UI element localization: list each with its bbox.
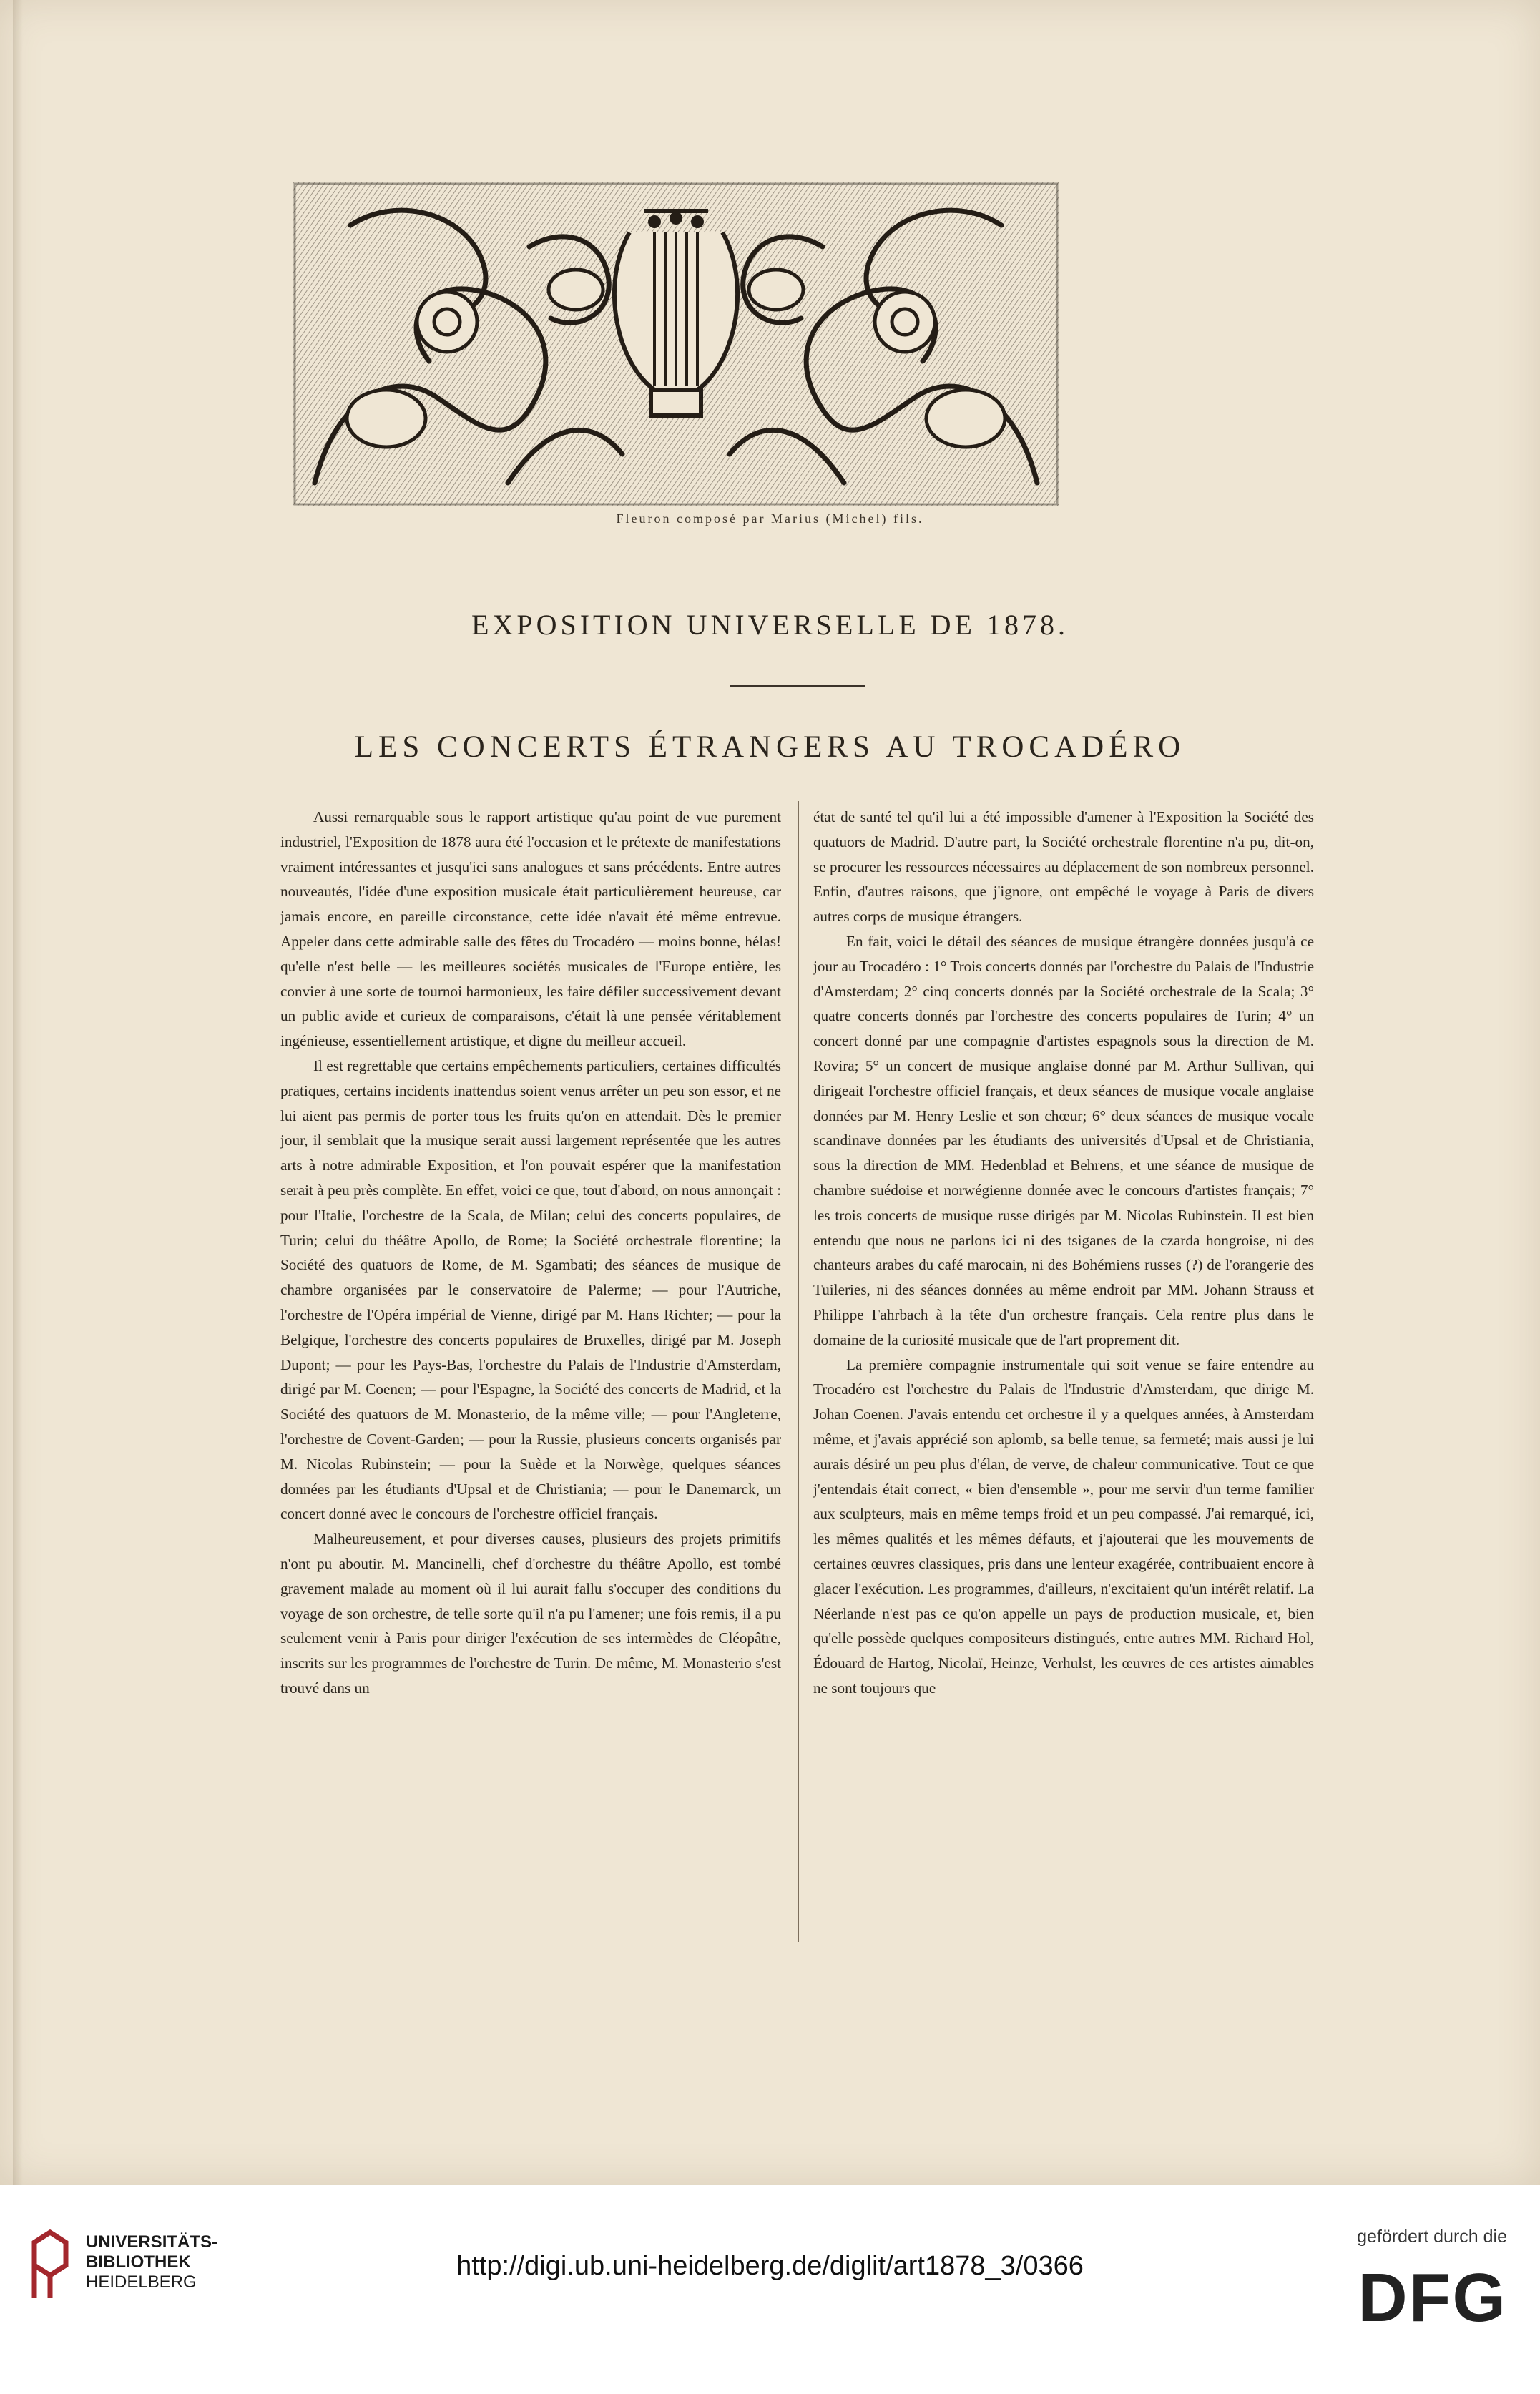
article-subtitle: LES CONCERTS ÉTRANGERS AU TROCADÉRO (354, 730, 1186, 764)
paragraph: Malheureusement, et pour diverses causes, plusieurs des projets primitifs n'ont pu aboutir. M. Mancinelli, chef d'orchestre du théâtre Apollo, est tombé gravement malade au moment où il lui aurait fallu s'occuper des conditions du voyage de son orchestre, de telle sorte qu'il n'a pu l'amener; une fois remis, il a pu seulement venir à Paris pour diriger l'exécution de ses intermèdes de Cléopâtre, inscrits sur les programmes de l'orchestre de Turin. De même, M. Monasterio s'est trouvé dans un (280, 1530, 781, 1697)
page-url-link[interactable]: http://digi.ub.uni-heidelberg.de/diglit/art1878_3/0366 (456, 2251, 1084, 2281)
title-divider-rule (730, 685, 865, 687)
dfg-logo: DFG (1358, 2260, 1507, 2336)
library-name-line: BIBLIOTHEK (86, 2252, 191, 2272)
paragraph: Il est regrettable que certains empêchements particuliers, certaines difficultés pratiques, certains incidents inattendus soient venus arrêter un peu son essor, et ne lui aient pas permis de porter tous les fruits qu'on en attendait. Dès le premier jour, il semblait que la musique serait aussi largement représentée que les autres arts à notre admirable Exposition, et l'on pouvait espérer que la manifestation serait à peu près complète. En effet, voici ce que, tout d'abord, on nous annonçait : pour l'Italie, l'orchestre de la Scala, de Milan; celui des concerts populaires, de Turin; celui du théâtre Apollo, de Rome; la Société orchestrale florentine; la Société des quatuors de Rome, de M. Sgambati; des séances de musique de chambre organisées par le conservatoire de Palerme; — pour l'Autriche, l'orchestre de l'Opéra impérial de Vienne, dirigé par M. Hans Richter; — pour la Belgique, l'orchestre des concerts populaires de Bruxelles, dirigé par M. Joseph Dupont; — pour les Pays-Bas, l'orchestre du Palais de l'Industrie d'Amsterdam, dirigé par M. Coenen; — pour l'Espagne, la Société des concerts de Madrid, et la Société des quatuors de M. Monasterio, de la même ville; — pour l'Angleterre, l'orchestre de Covent-Garden; — pour la Russie, plusieurs concerts organisés par M. Nicolas Rubinstein; — pour la Suède et la Norwège, quelques séances données par les étudiants d'Upsal et de Christiania; — pour le Danemarck, un concert donné avec le concours de l'orchestre officiel français. (280, 1056, 781, 1523)
paragraph: état de santé tel qu'il lui a été impossible d'amener à l'Exposition la Société des quatuors de Madrid. D'autre part, la Société orchestrale florentine n'a pu, dit-on, se procurer les ressources nécessaires au déplacement de son nombreux personnel. Enfin, d'autres raisons, que j'ignore, ont empêché le voyage à Paris de divers autres corps de musique étrangers. (813, 808, 1314, 926)
viewer-footer (0, 2185, 1540, 2394)
text-column-right (813, 805, 1314, 1701)
fleuron-ornament (293, 182, 1059, 506)
fleuron-ornament-graphic (293, 182, 1059, 506)
funded-by-label: gefördert durch die (1357, 2227, 1507, 2247)
library-name-line: UNIVERSITÄTS- (86, 2232, 218, 2252)
paragraph: En fait, voici le détail des séances de musique étrangère données jusqu'à ce jour au Trocadéro : 1° Trois concerts donnés par l'orchestre du Palais de l'Industrie d'Amsterdam; 2° cinq concerts donnés par la Société orchestrale de la Scala; 3° quatre concerts donnés par l'orchestre des concerts populaires de Turin; 4° un concert donné par une compagnie d'artistes espagnols sous la direction de M. Rovira; 5° un concert de musique anglaise donné par M. Arthur Sullivan, qui dirigeait l'orchestre officiel français, et deux séances de musique vocale anglaise données par M. Henry Leslie et son chœur; 6° deux séances de musique vocale scandinave données par les étudiants des universités d'Upsal et de Christiania, sous la direction de MM. Hedenblad et Behrens, et une séance de musique de chambre suédoise et norwégienne donnée avec le concours d'artistes français; 7° les trois concerts de musique russe dirigés par M. Nicolas Rubinstein. Il est bien entendu que nous ne parlons ici ni des tsiganes de la czarda hongroise, ni des chanteurs arabes du café marocain, ni des Bohémiens russes (?) de l'orangerie des Tuileries, ni des séances données au même endroit par MM. Johann Strauss et Philippe Fahrbach à la tête d'un orchestre français. Cela rentre plus dans le domaine de la curiosité musicale que de l'art proprement dit. (813, 932, 1314, 1348)
paragraph: La première compagnie instrumentale qui soit venue se faire entendre au Trocadéro est l'orchestre du Palais de l'Industrie d'Amsterdam, que dirige M. Johan Coenen. J'avais entendu cet orchestre il y a quelques années, à Amsterdam même, et j'avais apprécié son aplomb, sa belle tenue, sa fermeté; mais aussi je lui aurais désiré un peu plus d'élan, de verve, de chaleur communicative. Tout ce que j'entendais était correct, « bien d'ensemble », pour me servir d'un terme familier aux sculpteurs, mais en même temps froid et un peu compassé. J'ai remarqué, ici, les mêmes qualités et les mêmes défauts, et j'ajouterai que les mouvements de certaines œuvres classiques, pris dans une lenteur exagérée, contribuaient encore à glacer l'exécution. Les programmes, d'ailleurs, n'excitaient qu'un intérêt relatif. La Néerlande n'est pas ce qu'on appelle un pays de production musicale, et, bien qu'elle possède quelques compositeurs distingués, entre autres MM. Richard Hol, Édouard de Hartog, Nicolaï, Heinze, Verhulst, les œuvres de ces artistes aimables ne sont toujours que (813, 1355, 1314, 1697)
column-divider (798, 801, 799, 1942)
library-name-line: HEIDELBERG (86, 2272, 197, 2292)
paragraph: Aussi remarquable sous le rapport artistique qu'au point de vue purement industriel, l'Exposition de 1878 aura été l'occasion et le prétexte de manifestations vraiment intéressantes et jusqu'ici sans analogues et sans précédents. Entre autres nouveautés, l'idée d'une exposition musicale était particulièrement heureuse, car jamais encore, en pareille circonstance, cette idée n'avait été même entrevue. Appeler dans cette admirable salle des fêtes du Trocadéro — moins bonne, hélas! qu'elle n'est belle — les meilleures sociétés musicales de l'Europe entière, les convier à une sorte de tournoi harmonieux, les faire défiler successivement devant un public avide et curieux de comparaisons, c'était là une pensée véritablement ingénieuse, essentiellement artistique, et digne du meilleur accueil. (280, 808, 781, 1050)
fleuron-caption: Fleuron composé par Marius (Michel) fils. (616, 511, 924, 526)
article-title: EXPOSITION UNIVERSELLE DE 1878. (471, 609, 1069, 641)
text-column-left (280, 805, 781, 1701)
